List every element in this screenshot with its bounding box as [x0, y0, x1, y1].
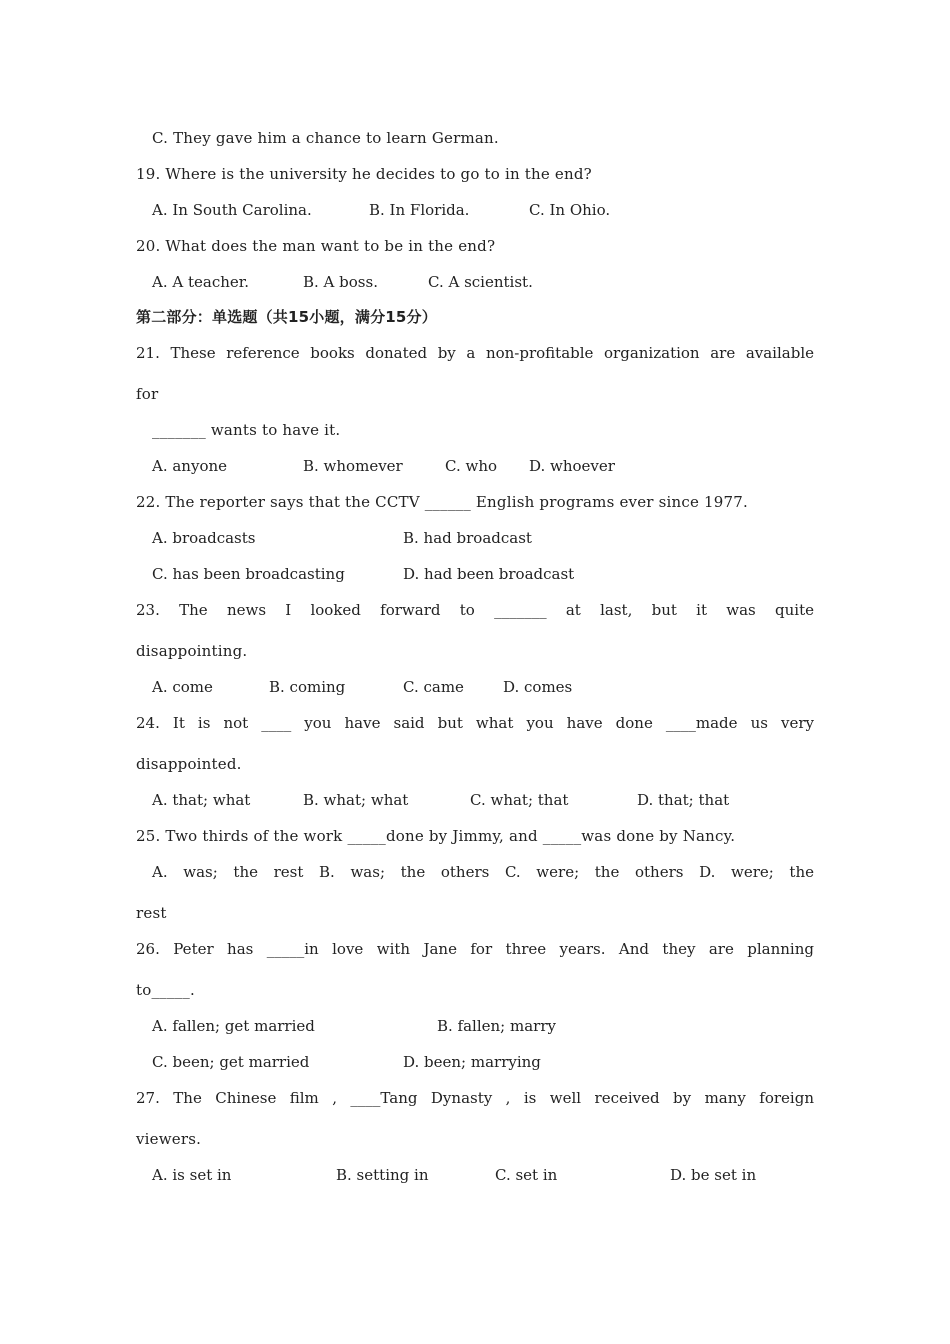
- q21-option-d: D. whoever: [529, 457, 615, 475]
- q26-stem-line1: 26. Peter has _____in love with Jane for three years. And they are planning: [136, 940, 814, 958]
- q20-option-a: A. A teacher.: [152, 273, 250, 291]
- q21-option-b: B. whomever: [303, 457, 403, 475]
- q20-stem: 20. What does the man want to be in the end?: [136, 237, 496, 255]
- q24-stem-line2: disappointed.: [136, 755, 242, 773]
- q26-option-d: D. been; marrying: [403, 1053, 541, 1071]
- q19-stem: 19. Where is the university he decides to go to in the end?: [136, 165, 592, 183]
- q23-option-b: B. coming: [269, 678, 346, 696]
- q24-option-d: D. that; that: [637, 791, 730, 809]
- q24-option-c: C. what; that: [470, 791, 569, 809]
- q23-option-d: D. comes: [503, 678, 573, 696]
- q19-option-a: A. In South Carolina.: [152, 201, 312, 219]
- q25-options-line2: rest: [136, 904, 167, 922]
- q25-options-line: A. was; the rest B. was; the others C. were; the others D. were; the: [152, 863, 814, 881]
- q19-option-b: B. In Florida.: [369, 201, 470, 219]
- q24-option-a: A. that; what: [152, 791, 251, 809]
- q27-option-b: B. setting in: [336, 1166, 429, 1184]
- q22-option-b: B. had broadcast: [403, 529, 532, 547]
- q23-stem-line1: 23. The news I looked forward to _______ at last, but it was quite: [136, 601, 814, 619]
- q26-option-b: B. fallen; marry: [437, 1017, 556, 1035]
- q20-option-b: B. A boss.: [303, 273, 378, 291]
- q21-option-a: A. anyone: [152, 457, 228, 475]
- q24-option-b: B. what; what: [303, 791, 409, 809]
- q18-option-c: C. They gave him a chance to learn German.: [152, 129, 499, 147]
- q25-stem: 25. Two thirds of the work _____done by Jimmy, and _____was done by Nancy.: [136, 827, 736, 845]
- q19-option-c: C. In Ohio.: [529, 201, 611, 219]
- q21-stem-line3: _______ wants to have it.: [152, 421, 341, 439]
- q22-option-a: A. broadcasts: [152, 529, 256, 547]
- q23-option-a: A. come: [152, 678, 213, 696]
- q26-option-c: C. been; get married: [152, 1053, 310, 1071]
- q23-option-c: C. came: [403, 678, 464, 696]
- q22-option-c: C. has been broadcasting: [152, 565, 345, 583]
- q24-stem-line1: 24. It is not ____ you have said but what you have done ____made us very: [136, 714, 814, 732]
- q27-option-c: C. set in: [495, 1166, 558, 1184]
- q26-option-a: A. fallen; get married: [152, 1017, 315, 1035]
- q27-option-d: D. be set in: [670, 1166, 757, 1184]
- q26-stem-line2: to_____.: [136, 981, 195, 999]
- q22-option-d: D. had been broadcast: [403, 565, 575, 583]
- q22-stem: 22. The reporter says that the CCTV ______ English programs ever since 1977.: [136, 493, 748, 511]
- q27-stem-line1: 27. The Chinese film , ____Tang Dynasty , is well received by many foreign: [136, 1089, 814, 1107]
- q27-option-a: A. is set in: [152, 1166, 232, 1184]
- section-heading: 第二部分：单选题（共15小题，满分15分）: [136, 308, 437, 326]
- q21-option-c: C. who: [445, 457, 498, 475]
- q20-option-c: C. A scientist.: [428, 273, 533, 291]
- q21-stem-line1: 21. These reference books donated by a non-profitable organization are available: [136, 344, 814, 362]
- q27-stem-line2: viewers.: [136, 1130, 202, 1148]
- q21-stem-line2: for: [136, 385, 159, 403]
- q23-stem-line2: disappointing.: [136, 642, 248, 660]
